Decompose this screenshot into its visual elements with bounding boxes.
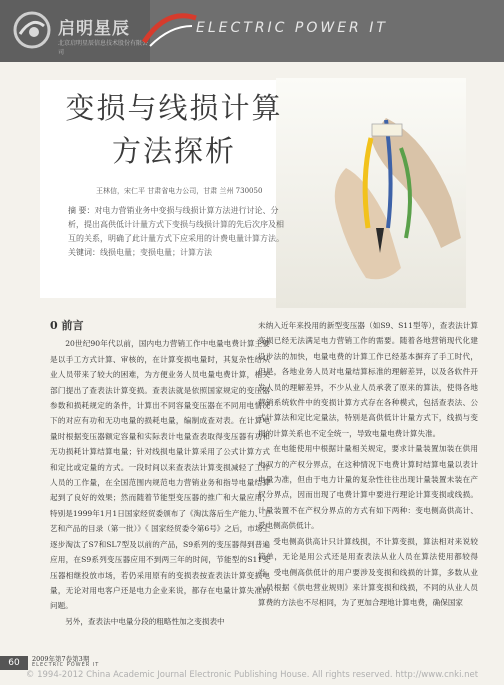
- keywords-label: 关键词：: [68, 248, 100, 257]
- abstract-text: 对电力营销业务中变损与线损计算方法进行讨论、分析，提出高供低计计量方式下变损与线损计算的先后次序及相互的关系，明确了此计量方式下应采用的计费电量计算方法。: [68, 206, 284, 243]
- title-line-1: 变损与线损计算: [65, 91, 283, 125]
- keywords-text: 线损电量；变损电量；计算方法: [100, 248, 212, 257]
- copyright-notice: © 1994-2012 China Academic Journal Electronic Publishing House. All rights reserved. http://www.cnki.net: [25, 670, 479, 680]
- logo-name: 启明星辰: [58, 19, 130, 39]
- paragraph: 未纳入近年来投用的新型变压器（如S9、S11型等），查表法计算变损已经无法满足电力营销工作的需要。随着各地营销现代化建设步法的加快，电量电费的计算工作已经基本摒弃了手工时代，但是，各地业务人员对电量结算标准的理解差异，以及各软件开发人员的理解差异，不少从业人员承袭了原来的算法，使得各地营销系统软件中的变损计算方式存在各种模式，包括查表法、公式计算法和定比定量法，特别是高供低计计量方式下，线损与变损的计算关系也不定全统一，导致电量电费计算失准。: [258, 321, 478, 438]
- hands-illustration: [276, 78, 466, 308]
- journal-name-footer: ELECTRIC POWER IT: [32, 662, 100, 668]
- author-affiliation: 王林信，宋仁平 甘肃省电力公司，甘肃 兰州 730050: [96, 187, 263, 195]
- journal-title: ELECTRIC POWER IT: [196, 20, 388, 36]
- paragraph: 在电能使用中根据计量相关规定，要求计量装置加装在供用电双方的产权分界点，在这种情况下电费计算时结算电量以表计电量为准，但由于电力计量的复杂性往往出现计量装置未装在产权分界点，因而出现了电费计算中要进行理论计算变损或线损。计量装置不在产权分界点的方式有如下两种：变电侧高供高计、受电侧高供低计。: [258, 444, 478, 531]
- issue-info: 2009年第7卷第3期: [32, 655, 90, 663]
- keywords: [68, 246, 290, 260]
- page-number: 60: [0, 656, 28, 670]
- abstract-label: 摘 要：: [68, 206, 95, 215]
- paragraph: 20世纪90年代以前，国内电力营销工作中电量电费计算主要是以手工方式计算、审核的，在计算变损电量时，其复杂性给从业人员带来了较大的困难，为方便业务人员电量电费计算，相关部门提出了查表法计算变损。查表法就是依照国家规定的变压器参数和损耗规定的条件，计算出不同容量变压器在不同用电情况下的对应有功和无功电量的损耗电量，编制成查对表。在计算电量时根据变压器额定容量和实际表计电量查表取得变压器有功和无功损耗计算结算电量；针对线损电量计算采用了公式计算方式和定比或定量的方式。一段时间以来查表法计算变损减轻了工作人员的工作量，在全国范围内规范电力营销业务和指导电量结算起到了良好的效果；然而随着节能型变压器的推广和大量应用，特别是1999年1月1日国家经贸委颁布了《淘汰落后生产能力、工艺和产品的目录（第一批）》《 国家经贸委令第6号》之后，市场上逐步淘汰了S7和SL7型及以前的产品，S9系列的变压器得到普遍应用，在S9系列变压器应用不到两三年的时间，节能型的S11变压器相继投放市场，若仍采用原有的变损表按查表法计算变损电量，无论对用电客户还是电力企业来说，都存在电量计算失准的问题。: [50, 339, 270, 611]
- article-title: [44, 86, 304, 170]
- body-column-right: [258, 318, 478, 611]
- paragraph: 另外，查表法中电量分段的粗略性加之变损表中: [65, 616, 225, 626]
- logo-subtitle: 北京启明星辰信息技术股份有限公司: [58, 40, 149, 56]
- title-line-2: 方法探析: [111, 134, 236, 168]
- section-heading: 0 前言: [50, 319, 84, 332]
- paragraph: 受电侧高供高计只计算线损，不计算变损，算法相对来说较简单，无论是用公式还是用查表法从业人员在算法使用都较得当。受电侧高供低计的用户要涉及变损和线损的计算，多数从业人员根据《供电营业规则》来计算变损和线损，不同的从业人员算费的方法也不尽相同，为了更加合理地计算电费，确保国家: [258, 536, 478, 608]
- abstract: [68, 204, 290, 260]
- logo-swoosh-icon: [140, 12, 200, 52]
- journal-header: [0, 0, 504, 62]
- sponsor-logo: [0, 0, 150, 62]
- body-column-left: [50, 318, 270, 629]
- logo-icon: [12, 10, 52, 50]
